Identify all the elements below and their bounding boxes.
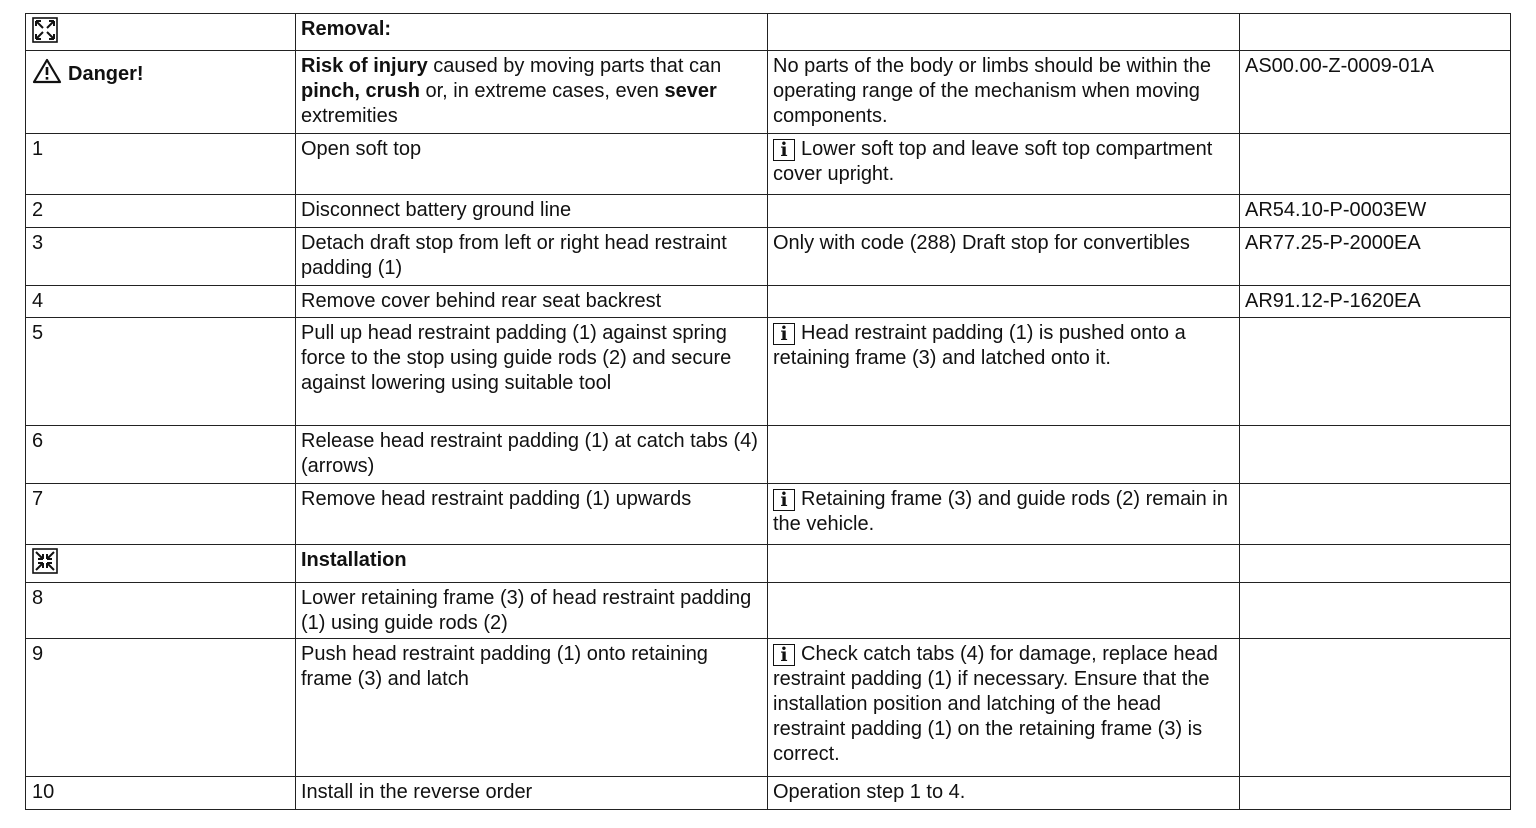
table-row (26, 484, 1511, 545)
step-note (768, 195, 1240, 228)
step-number: 7 (26, 484, 296, 545)
danger-row (26, 51, 1511, 134)
table-row (26, 195, 1511, 228)
removal-header-row (26, 14, 1511, 51)
step-action: Detach draft stop from left or right head restraint padding (1) (296, 228, 768, 286)
step-ref: AR91.12-P-1620EA (1240, 286, 1511, 318)
step-ref (1240, 583, 1511, 639)
installation-title: Installation (296, 545, 768, 583)
step-action: Push head restraint padding (1) onto retaining frame (3) and latch (296, 639, 768, 777)
step-number: 6 (26, 426, 296, 484)
step-action: Remove cover behind rear seat backrest (296, 286, 768, 318)
table-row (26, 228, 1511, 286)
step-action: Open soft top (296, 134, 768, 195)
table-row (26, 286, 1511, 318)
step-ref: AR77.25-P-2000EA (1240, 228, 1511, 286)
step-number: 4 (26, 286, 296, 318)
step-note (768, 286, 1240, 318)
compress-arrows-icon (32, 548, 58, 581)
installation-header-row (26, 545, 1511, 583)
step-ref (1240, 318, 1511, 426)
table-row (26, 134, 1511, 195)
step-ref (1240, 484, 1511, 545)
table-row (26, 318, 1511, 426)
table-row (26, 426, 1511, 484)
step-ref (1240, 639, 1511, 777)
info-icon: i (773, 139, 795, 161)
step-ref (1240, 134, 1511, 195)
danger-note: No parts of the body or limbs should be within the operating range of the mechanism when moving components. (768, 51, 1240, 134)
danger-ref: AS00.00-Z-0009-01A (1240, 51, 1511, 134)
step-note: i Head restraint padding (1) is pushed onto a retaining frame (3) and latched onto it. (768, 318, 1240, 426)
step-number: 8 (26, 583, 296, 639)
removal-title: Removal: (296, 14, 768, 51)
step-number: 2 (26, 195, 296, 228)
step-note: i Lower soft top and leave soft top compartment cover upright. (768, 134, 1240, 195)
step-action: Pull up head restraint padding (1) against spring force to the stop using guide rods (2) and secure against lowering using suitable tool (296, 318, 768, 426)
info-icon: i (773, 323, 795, 345)
warning-triangle-icon (32, 58, 62, 91)
step-ref (1240, 777, 1511, 810)
expand-arrows-icon (32, 17, 58, 50)
step-action: Install in the reverse order (296, 777, 768, 810)
danger-label: Danger! (68, 63, 144, 85)
removal-icon-cell (26, 14, 296, 51)
table-row (26, 583, 1511, 639)
step-action: Remove head restraint padding (1) upwards (296, 484, 768, 545)
table-row (26, 777, 1511, 810)
info-icon: i (773, 489, 795, 511)
step-number: 3 (26, 228, 296, 286)
step-number: 9 (26, 639, 296, 777)
procedure-table (25, 13, 1511, 810)
step-note: Only with code (288) Draft stop for convertibles (768, 228, 1240, 286)
step-ref (1240, 426, 1511, 484)
table-row (26, 639, 1511, 777)
step-note: i Check catch tabs (4) for damage, replace head restraint padding (1) if necessary. Ensure that the installation position and latching of the head restraint padding (1) on the retaining frame (3) is correct. (768, 639, 1240, 777)
step-action: Disconnect battery ground line (296, 195, 768, 228)
step-note (768, 426, 1240, 484)
installation-icon-cell (26, 545, 296, 583)
step-note: i Retaining frame (3) and guide rods (2) remain in the vehicle. (768, 484, 1240, 545)
info-icon: i (773, 644, 795, 666)
step-action: Release head restraint padding (1) at catch tabs (4) (arrows) (296, 426, 768, 484)
step-number: 10 (26, 777, 296, 810)
step-number: 5 (26, 318, 296, 426)
step-ref: AR54.10-P-0003EW (1240, 195, 1511, 228)
danger-cell (26, 51, 296, 134)
step-action: Lower retaining frame (3) of head restraint padding (1) using guide rods (2) (296, 583, 768, 639)
step-note (768, 583, 1240, 639)
step-number: 1 (26, 134, 296, 195)
step-note: Operation step 1 to 4. (768, 777, 1240, 810)
danger-risk-text: Risk of injury caused by moving parts that can pinch, crush or, in extreme cases, even sever extremities (296, 51, 768, 134)
